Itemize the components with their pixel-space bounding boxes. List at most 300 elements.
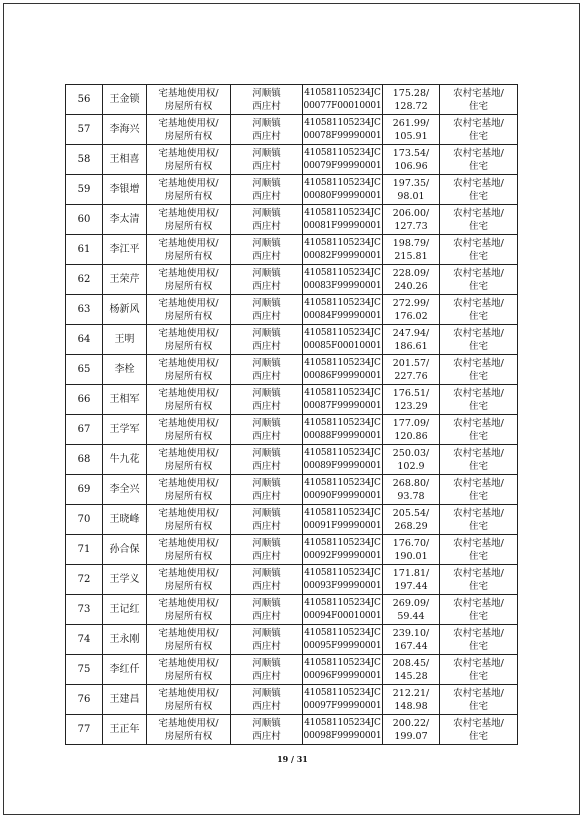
location-cell	[231, 445, 303, 475]
right-type-cell	[147, 475, 231, 505]
location-text: 河顺镇	[252, 417, 281, 429]
usage-cell	[440, 385, 518, 415]
right-type-text: 房屋所有权	[164, 640, 213, 652]
usage-text: 住宅	[468, 310, 488, 322]
area-text: 272.99/	[392, 297, 430, 309]
table-row	[66, 595, 518, 625]
location-cell	[231, 415, 303, 445]
row-number-cell	[66, 655, 103, 685]
location-text: 河顺镇	[252, 597, 281, 609]
location-text: 西庄村	[252, 730, 281, 742]
owner-name-text: 王建昌	[109, 694, 140, 705]
area-cell	[383, 655, 440, 685]
right-type-text: 房屋所有权	[164, 280, 213, 292]
unit-code-cell	[303, 355, 383, 385]
right-type-text: 宅基地使用权/	[158, 507, 219, 519]
right-type-cell	[147, 715, 231, 745]
row-number-cell	[66, 85, 103, 115]
right-type-cell	[147, 655, 231, 685]
unit-code-cell	[303, 205, 383, 235]
usage-cell	[440, 445, 518, 475]
area-text: 173.54/	[392, 147, 430, 159]
usage-text: 住宅	[468, 490, 488, 502]
unit-code-text: 00078F99990001	[303, 130, 382, 141]
location-text: 西庄村	[252, 310, 281, 322]
right-type-cell	[147, 595, 231, 625]
table-row	[66, 535, 518, 565]
usage-text: 农村宅基地/	[453, 717, 504, 729]
usage-text: 住宅	[468, 340, 488, 352]
unit-code-text: 410581105234JC	[304, 327, 381, 338]
table-row	[66, 685, 518, 715]
unit-code-text: 00096F99990001	[303, 670, 382, 681]
location-cell	[231, 205, 303, 235]
unit-code-text: 410581105234JC	[304, 567, 381, 578]
right-type-text: 宅基地使用权/	[158, 267, 219, 279]
usage-cell	[440, 715, 518, 745]
area-cell	[383, 85, 440, 115]
row-number-cell	[66, 415, 103, 445]
right-type-text: 宅基地使用权/	[158, 147, 219, 159]
area-text: 239.10/	[392, 627, 430, 639]
owner-name-text: 王永刚	[109, 634, 140, 645]
location-cell	[231, 715, 303, 745]
location-text: 西庄村	[252, 670, 281, 682]
unit-code-text: 00084F99990001	[303, 310, 382, 321]
area-cell	[383, 475, 440, 505]
right-type-text: 房屋所有权	[164, 310, 213, 322]
right-type-text: 房屋所有权	[164, 100, 213, 112]
owner-name-cell	[103, 145, 147, 175]
right-type-cell	[147, 85, 231, 115]
area-text: 98.01	[397, 190, 425, 202]
row-number-text: 71	[77, 544, 91, 555]
area-text: 93.78	[397, 490, 425, 502]
area-text: 250.03/	[392, 447, 430, 459]
row-number-text: 67	[77, 424, 91, 435]
usage-cell	[440, 325, 518, 355]
owner-name-cell	[103, 235, 147, 265]
owner-name-cell	[103, 325, 147, 355]
unit-code-cell	[303, 85, 383, 115]
unit-code-text: 00080F99990001	[303, 190, 382, 201]
right-type-text: 房屋所有权	[164, 340, 213, 352]
location-text: 河顺镇	[252, 237, 281, 249]
usage-text: 住宅	[468, 280, 488, 292]
area-text: 261.99/	[392, 117, 430, 129]
area-text: 212.21/	[392, 687, 430, 699]
area-text: 148.98	[394, 700, 428, 712]
table-row	[66, 235, 518, 265]
area-text: 208.45/	[392, 657, 430, 669]
row-number-cell	[66, 385, 103, 415]
location-cell	[231, 625, 303, 655]
owner-name-cell	[103, 595, 147, 625]
usage-cell	[440, 85, 518, 115]
usage-text: 住宅	[468, 550, 488, 562]
unit-code-text: 00098F99990001	[303, 730, 382, 741]
location-cell	[231, 685, 303, 715]
right-type-text: 宅基地使用权/	[158, 717, 219, 729]
unit-code-cell	[303, 235, 383, 265]
right-type-text: 宅基地使用权/	[158, 207, 219, 219]
row-number-text: 76	[77, 694, 91, 705]
location-cell	[231, 325, 303, 355]
usage-text: 住宅	[468, 610, 488, 622]
location-cell	[231, 565, 303, 595]
unit-code-cell	[303, 475, 383, 505]
owner-name-text: 王记红	[109, 604, 140, 615]
usage-cell	[440, 265, 518, 295]
usage-text: 住宅	[468, 190, 488, 202]
area-cell	[383, 235, 440, 265]
right-type-cell	[147, 535, 231, 565]
area-cell	[383, 565, 440, 595]
location-cell	[231, 655, 303, 685]
area-cell	[383, 325, 440, 355]
row-number-text: 57	[77, 124, 91, 135]
location-text: 河顺镇	[252, 297, 281, 309]
usage-text: 住宅	[468, 580, 488, 592]
row-number-cell	[66, 535, 103, 565]
right-type-text: 房屋所有权	[164, 700, 213, 712]
unit-code-text: 410581105234JC	[304, 237, 381, 248]
right-type-cell	[147, 295, 231, 325]
row-number-cell	[66, 685, 103, 715]
area-text: 268.80/	[392, 477, 430, 489]
unit-code-text: 410581105234JC	[304, 537, 381, 548]
unit-code-text: 410581105234JC	[304, 447, 381, 458]
unit-code-text: 00077F00010001	[303, 100, 382, 111]
row-number-cell	[66, 265, 103, 295]
unit-code-text: 410581105234JC	[304, 117, 381, 128]
location-text: 西庄村	[252, 160, 281, 172]
unit-code-text: 00089F99990001	[303, 460, 382, 471]
location-cell	[231, 145, 303, 175]
area-text: 175.28/	[392, 87, 430, 99]
right-type-text: 房屋所有权	[164, 550, 213, 562]
area-cell	[383, 295, 440, 325]
owner-name-cell	[103, 175, 147, 205]
row-number-text: 60	[77, 214, 91, 225]
area-text: 201.57/	[392, 357, 430, 369]
owner-name-text: 王金锁	[109, 94, 140, 105]
unit-code-text: 00087F99990001	[303, 400, 382, 411]
right-type-text: 宅基地使用权/	[158, 387, 219, 399]
location-text: 西庄村	[252, 400, 281, 412]
unit-code-text: 410581105234JC	[304, 657, 381, 668]
unit-code-cell	[303, 655, 383, 685]
unit-code-cell	[303, 115, 383, 145]
unit-code-text: 00088F99990001	[303, 430, 382, 441]
usage-cell	[440, 295, 518, 325]
right-type-text: 宅基地使用权/	[158, 657, 219, 669]
area-cell	[383, 355, 440, 385]
area-text: 105.91	[394, 130, 428, 142]
location-cell	[231, 85, 303, 115]
right-type-text: 宅基地使用权/	[158, 537, 219, 549]
owner-name-text: 王相喜	[109, 154, 140, 165]
owner-name-cell	[103, 115, 147, 145]
right-type-text: 宅基地使用权/	[158, 237, 219, 249]
usage-text: 农村宅基地/	[453, 297, 504, 309]
usage-text: 住宅	[468, 220, 488, 232]
location-cell	[231, 355, 303, 385]
right-type-text: 房屋所有权	[164, 670, 213, 682]
row-number-text: 70	[77, 514, 91, 525]
area-text: 240.26	[394, 280, 428, 292]
owner-name-text: 王学军	[109, 424, 140, 435]
unit-code-text: 410581105234JC	[304, 597, 381, 608]
owner-name-text: 王正年	[109, 724, 140, 735]
usage-cell	[440, 685, 518, 715]
location-text: 河顺镇	[252, 117, 281, 129]
area-cell	[383, 535, 440, 565]
row-number-cell	[66, 445, 103, 475]
location-text: 河顺镇	[252, 447, 281, 459]
area-text: 200.22/	[392, 717, 430, 729]
right-type-cell	[147, 625, 231, 655]
location-text: 河顺镇	[252, 207, 281, 219]
usage-text: 农村宅基地/	[453, 627, 504, 639]
location-text: 西庄村	[252, 220, 281, 232]
location-text: 西庄村	[252, 460, 281, 472]
unit-code-text: 410581105234JC	[304, 627, 381, 638]
area-text: 215.81	[394, 250, 428, 262]
area-text: 120.86	[394, 430, 428, 442]
row-number-text: 69	[77, 484, 91, 495]
location-text: 西庄村	[252, 100, 281, 112]
right-type-cell	[147, 685, 231, 715]
area-text: 102.9	[397, 460, 425, 472]
location-text: 河顺镇	[252, 507, 281, 519]
area-cell	[383, 685, 440, 715]
row-number-cell	[66, 325, 103, 355]
right-type-text: 宅基地使用权/	[158, 477, 219, 489]
right-type-text: 房屋所有权	[164, 190, 213, 202]
right-type-text: 房屋所有权	[164, 160, 213, 172]
row-number-text: 72	[77, 574, 91, 585]
location-text: 西庄村	[252, 280, 281, 292]
location-text: 河顺镇	[252, 87, 281, 99]
owner-name-text: 王学义	[109, 574, 140, 585]
right-type-cell	[147, 115, 231, 145]
unit-code-text: 00083F99990001	[303, 280, 382, 291]
location-text: 西庄村	[252, 640, 281, 652]
right-type-text: 房屋所有权	[164, 220, 213, 232]
unit-code-text: 410581105234JC	[304, 477, 381, 488]
right-type-cell	[147, 265, 231, 295]
usage-text: 住宅	[468, 730, 488, 742]
right-type-text: 宅基地使用权/	[158, 567, 219, 579]
row-number-cell	[66, 715, 103, 745]
right-type-cell	[147, 565, 231, 595]
area-text: 167.44	[394, 640, 428, 652]
unit-code-text: 410581105234JC	[304, 687, 381, 698]
area-text: 186.61	[394, 340, 428, 352]
table-row	[66, 355, 518, 385]
area-text: 171.81/	[392, 567, 430, 579]
location-text: 河顺镇	[252, 567, 281, 579]
right-type-text: 房屋所有权	[164, 250, 213, 262]
usage-text: 住宅	[468, 400, 488, 412]
owner-name-cell	[103, 505, 147, 535]
area-text: 127.73	[394, 220, 428, 232]
row-number-cell	[66, 595, 103, 625]
usage-cell	[440, 475, 518, 505]
location-text: 河顺镇	[252, 537, 281, 549]
usage-cell	[440, 355, 518, 385]
usage-cell	[440, 205, 518, 235]
location-cell	[231, 175, 303, 205]
owner-name-cell	[103, 625, 147, 655]
owner-name-cell	[103, 385, 147, 415]
table-body	[66, 85, 518, 745]
area-text: 59.44	[397, 610, 425, 622]
right-type-cell	[147, 505, 231, 535]
unit-code-text: 00090F99990001	[303, 490, 382, 501]
location-text: 西庄村	[252, 250, 281, 262]
right-type-cell	[147, 175, 231, 205]
row-number-cell	[66, 505, 103, 535]
registry-table	[65, 84, 518, 745]
usage-cell	[440, 565, 518, 595]
usage-cell	[440, 415, 518, 445]
row-number-cell	[66, 565, 103, 595]
right-type-text: 宅基地使用权/	[158, 87, 219, 99]
row-number-cell	[66, 625, 103, 655]
area-text: 176.70/	[392, 537, 430, 549]
table-row	[66, 265, 518, 295]
right-type-cell	[147, 385, 231, 415]
row-number-text: 66	[77, 394, 91, 405]
usage-text: 农村宅基地/	[453, 537, 504, 549]
location-cell	[231, 115, 303, 145]
area-text: 177.09/	[392, 417, 430, 429]
unit-code-cell	[303, 565, 383, 595]
usage-text: 住宅	[468, 430, 488, 442]
owner-name-text: 王晓峰	[109, 514, 140, 525]
usage-text: 农村宅基地/	[453, 687, 504, 699]
area-cell	[383, 505, 440, 535]
row-number-cell	[66, 145, 103, 175]
row-number-cell	[66, 295, 103, 325]
unit-code-cell	[303, 385, 383, 415]
owner-name-cell	[103, 475, 147, 505]
row-number-cell	[66, 355, 103, 385]
area-text: 269.09/	[392, 597, 430, 609]
area-cell	[383, 715, 440, 745]
location-cell	[231, 595, 303, 625]
location-text: 河顺镇	[252, 267, 281, 279]
right-type-text: 宅基地使用权/	[158, 447, 219, 459]
owner-name-cell	[103, 415, 147, 445]
table-row	[66, 415, 518, 445]
unit-code-cell	[303, 265, 383, 295]
unit-code-text: 00079F99990001	[303, 160, 382, 171]
usage-text: 农村宅基地/	[453, 417, 504, 429]
right-type-cell	[147, 205, 231, 235]
area-cell	[383, 415, 440, 445]
right-type-text: 房屋所有权	[164, 730, 213, 742]
owner-name-cell	[103, 715, 147, 745]
row-number-cell	[66, 235, 103, 265]
area-text: 198.79/	[392, 237, 430, 249]
location-text: 西庄村	[252, 370, 281, 382]
table-row	[66, 385, 518, 415]
usage-cell	[440, 625, 518, 655]
owner-name-cell	[103, 355, 147, 385]
location-text: 河顺镇	[252, 177, 281, 189]
area-cell	[383, 445, 440, 475]
usage-text: 农村宅基地/	[453, 207, 504, 219]
location-cell	[231, 505, 303, 535]
unit-code-text: 00082F99990001	[303, 250, 382, 261]
table-row	[66, 715, 518, 745]
right-type-text: 宅基地使用权/	[158, 297, 219, 309]
usage-text: 农村宅基地/	[453, 147, 504, 159]
table-row	[66, 295, 518, 325]
area-text: 227.76	[394, 370, 428, 382]
location-cell	[231, 235, 303, 265]
usage-cell	[440, 235, 518, 265]
location-cell	[231, 475, 303, 505]
row-number-cell	[66, 475, 103, 505]
location-text: 西庄村	[252, 550, 281, 562]
row-number-text: 62	[77, 274, 91, 285]
owner-name-text: 李太清	[109, 214, 140, 225]
usage-text: 住宅	[468, 370, 488, 382]
right-type-cell	[147, 325, 231, 355]
right-type-text: 房屋所有权	[164, 400, 213, 412]
usage-text: 住宅	[468, 460, 488, 472]
unit-code-cell	[303, 685, 383, 715]
location-text: 河顺镇	[252, 627, 281, 639]
right-type-cell	[147, 355, 231, 385]
row-number-text: 64	[77, 334, 91, 345]
table-row	[66, 325, 518, 355]
area-text: 123.29	[394, 400, 428, 412]
owner-name-text: 杨新风	[109, 304, 140, 315]
right-type-cell	[147, 415, 231, 445]
location-text: 西庄村	[252, 430, 281, 442]
unit-code-cell	[303, 505, 383, 535]
usage-text: 农村宅基地/	[453, 237, 504, 249]
unit-code-text: 00095F99990001	[303, 640, 382, 651]
area-text: 247.94/	[392, 327, 430, 339]
owner-name-cell	[103, 685, 147, 715]
location-text: 河顺镇	[252, 717, 281, 729]
table-row	[66, 565, 518, 595]
location-cell	[231, 295, 303, 325]
unit-code-text: 00091F99990001	[303, 520, 382, 531]
row-number-text: 56	[77, 94, 91, 105]
right-type-text: 宅基地使用权/	[158, 417, 219, 429]
unit-code-text: 410581105234JC	[304, 147, 381, 158]
unit-code-text: 410581105234JC	[304, 717, 381, 728]
right-type-text: 宅基地使用权/	[158, 117, 219, 129]
row-number-text: 65	[77, 364, 91, 375]
usage-text: 农村宅基地/	[453, 597, 504, 609]
usage-text: 农村宅基地/	[453, 447, 504, 459]
owner-name-cell	[103, 445, 147, 475]
location-text: 河顺镇	[252, 657, 281, 669]
usage-text: 农村宅基地/	[453, 327, 504, 339]
owner-name-text: 孙合保	[109, 544, 140, 555]
unit-code-cell	[303, 445, 383, 475]
unit-code-cell	[303, 625, 383, 655]
table-row	[66, 475, 518, 505]
